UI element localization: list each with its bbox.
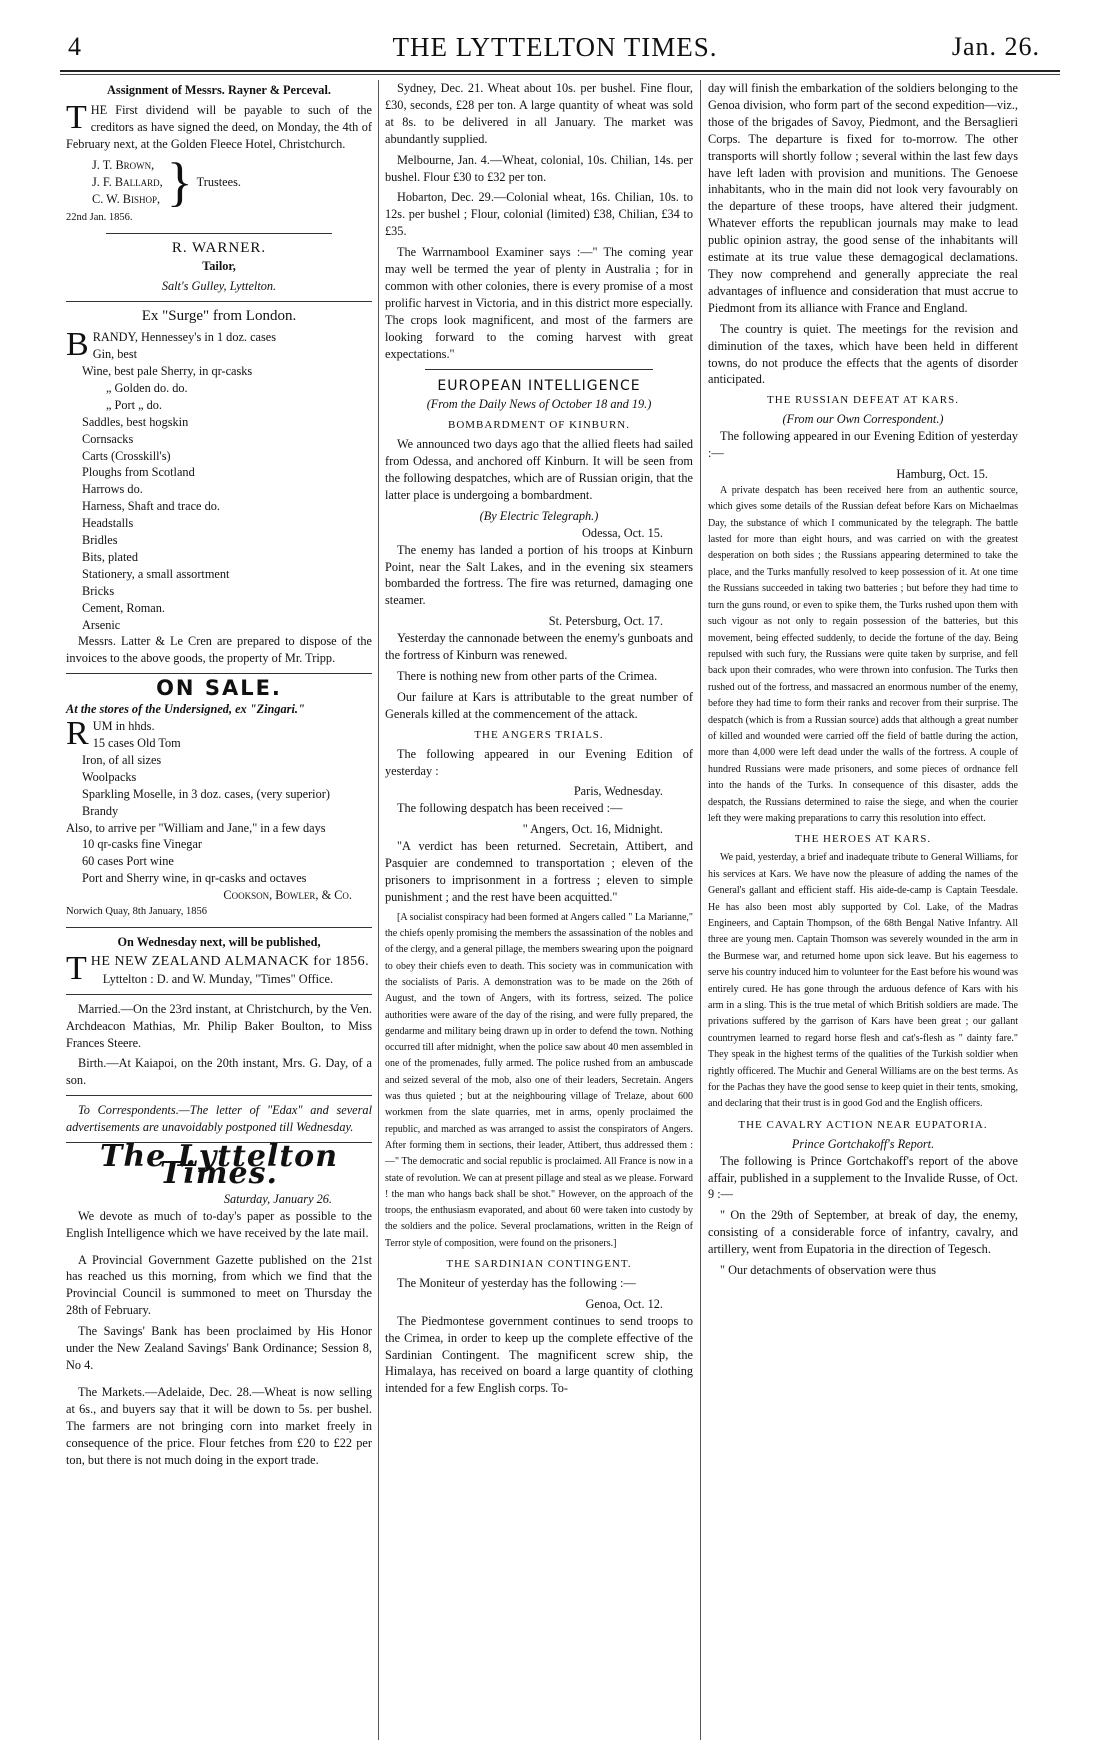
column-divider xyxy=(378,80,379,1740)
almanack-heading: On Wednesday next, will be published, xyxy=(117,934,321,949)
heroes-heading: THE HEROES AT KARS. xyxy=(794,833,932,846)
birth-notice: Birth.—At Kaiapoi, on the 20th instant, Mrs. G. Day, of a son. xyxy=(66,1056,372,1088)
kinburn-paragraph: Yesterday the cannonade between the enemy's gunboats and the fortress of Kinburn was renewed. xyxy=(385,631,693,663)
list-item: Gin, best xyxy=(92,347,138,362)
trustees-label: Trustees. xyxy=(196,174,241,189)
kinburn-paragraph: The enemy has landed a portion of his troops at Kinburn Point, near the Salt Lakes, and in the evening six steamers bombarded the fortress. The fire was returned, damaging one steamer. xyxy=(385,542,693,608)
kars-paragraph: A private despatch has been received here from an authentic source, which gives some details of the Russian defeat before Kars on Michaelmas Day, the substance of which I communicated by the telegraph. The battle lasted for more than eight hours, and was carried on with the greatest desperation on both sides ; the Russians appearing determined to take the place, and the Turks manfully resolved to keep possession of it. At one time the Russians succeeded in taking two batteries ; but before they had time to turn the guns round, or even to spike them, the Turks rushed upon them with such vigour as not only to regain possession of the batteries, but this movement, being effected suddenly, to decide the fortune of the day. Being repulsed with such fury, the Russians were quite taken by surprise, and fell back upon their comrades, who were thrown into confusion. The Turks then rushed out of the fortress, and massacred an enormous number of the enemy, before they had time to form their ranks and recover from their surprise. The despatch (which is from a Russian source) adds that although a great number of killed and wounded were carried off the field of battle during the action, more than 4,000 were left dead under the walls of the fortress. A couple of hundred Russians were made prisoners, and some pieces of ordnance fell into the hands of the Turks. In consequence of this disaster, adds the despatch, the Russians determined to raise the siege, and when the courier left they were making preparations to carry this resolution into effect. xyxy=(708,484,1018,824)
savings-paragraph: The Savings' Bank has been proclaimed by His Honor under the New Zealand Savings' Bank Ordinance; Session 8, No 4. xyxy=(66,1324,372,1372)
sardinian-continued: The country is quiet. The meetings for the revision and diminution of the taxes, which have been held in different towns, do not produce the effects that the agents of disorder anticipated. xyxy=(708,321,1018,387)
hobarton-market: Hobarton, Dec. 29.—Colonial wheat, 16s. Chilian, 10s. to 12s. per bushel ; Flour, colonial (limited) £38, Chilian, £34 to £35. xyxy=(385,190,693,239)
list-item: Arsenic xyxy=(82,617,121,632)
sardinian-paragraph: The Moniteur of yesterday has the following :— xyxy=(397,1275,636,1290)
kars-paragraph: The following appeared in our Evening Edition of yesterday :— xyxy=(708,429,1018,461)
list-item: Bridles xyxy=(82,533,118,548)
warner-trade: Tailor, xyxy=(202,259,236,274)
page-number: 4 xyxy=(68,32,81,61)
editorial-lead: We devote as much of to-day's paper as possible to the English Intelligence which we have received by the late mail. xyxy=(66,1208,372,1240)
issue-date: Jan. 26. xyxy=(951,32,1040,61)
surge-closing: Messrs. Latter & Le Cren are prepared to dispose of the invoices to the above goods, the property of Mr. Tripp. xyxy=(66,634,372,666)
list-item: Also, to arrive per "William and Jane," in a few days xyxy=(66,820,326,835)
telegraph-label: (By Electric Telegraph.) xyxy=(479,508,599,523)
list-item: Bits, plated xyxy=(82,549,139,564)
sardinian-heading: THE SARDINIAN CONTINGENT. xyxy=(446,1258,632,1271)
list-item: Carts (Crosskill's) xyxy=(82,448,171,463)
list-item: Stationery, a small assortment xyxy=(82,566,230,581)
list-item: Woolpacks xyxy=(82,769,137,784)
kinburn-paragraph: Our failure at Kars is attributable to the great number of Generals killed at the commencement of the attack. xyxy=(385,689,693,721)
list-item: Sparkling Moselle, in 3 doz. cases, (very superior) xyxy=(82,786,330,801)
kinburn-paragraph: There is nothing new from other parts of the Crimea. xyxy=(397,669,658,683)
masthead xyxy=(40,26,1070,66)
warner-address: Salt's Gulley, Lyttelton. xyxy=(161,279,277,294)
list-item: Ploughs from Scotland xyxy=(82,465,195,480)
warner-name: R. WARNER. xyxy=(171,239,267,256)
list-item: Headstalls xyxy=(82,516,134,531)
surge-goods-list xyxy=(66,346,372,633)
hamburg-dateline: Hamburg, Oct. 15. xyxy=(896,466,988,481)
angers-paragraph: [A socialist conspiracy had been formed at Angers called " La Marianne," the chiefs openly promising the members the assassination of the nobles and of the clergy, and a general pillage, the members swearing upon the poignard to obey their chiefs even to death. This society was in communication with the socialists of Paris. A demonstration was to be made on the 26th of August, and the town of Angers, with its fortress, seized. The police authorities were aware of the day of the rising, and were fully prepared, the gendarme and military being drawn up in order to defend the town. Nothing occurred till after midnight, when the police saw about 40 men assembled in one of the promenades, fully armed. The police rushed from an ambuscade and seized several of the mob, also one of their leaders, Secretain. Angers was thus quieted ; but at the neighbouring village of Trelaze, about 600 workmen from the slate quarries, met in arms, openly proclaimed the republic, and marched as was arranged to assist the conspirators of Angers. After forming them in sections, their leader, Attibert, thus addressed them :—" The democratic and social republic is proclaimed. All France is now in a state of revolution. We can at present pillage and steal as we please. Forward ! the man who hangs back shall be shot." However, on the approach of the troops, the enthusiasm evaporated, and about 60 were taken into custody by the soldiers and the police. Several proclamations, written in the Reign of Terror style of composition, were found on the prisoners.] xyxy=(385,911,693,1249)
list-item: 10 qr-casks fine Vinegar xyxy=(82,837,203,852)
melbourne-market: Melbourne, Jan. 4.—Wheat, colonial, 10s. Chilian, 14s. per bushel. Flour £30 to £32 per ton. xyxy=(385,152,693,184)
european-intelligence-heading: EUROPEAN INTELLIGENCE xyxy=(437,377,641,394)
odessa-dateline: Odessa, Oct. 15. xyxy=(582,525,663,540)
column-2 xyxy=(385,80,693,1401)
list-item: „ Port „ do. xyxy=(106,397,163,412)
sardinian-continued: day will finish the embarkation of the soldiers belonging to the Genoa division, who form part of the second expedition—viz., those of the brigades of Savoy, Piedmont, and the Bersaglieri Corps. The departure is fixed for to-morrow. The other transports will shortly follow ; several within the last few days have left laden with provision and munitions. The Genoese inhabitants, who in the main did not look very favourably on the departure of these troops, have altered their judgment. Whatever efforts the republican journals may make to lead public opinion astray, the good sense of the inhabitants will estimate at its true value these demagogical declamations. They now comprehend and generally appreciate the real advantages of influence and consideration that must accrue to Piedmont from its alliance with France and England. xyxy=(708,81,1018,315)
trustee-name: J. F. Ballard, xyxy=(92,174,163,189)
masthead-rule xyxy=(60,70,1060,72)
warrnambool-quote: The Warrnambool Examiner says :—" The coming year may well be termed the year of plenty in Australia ; for in common with other colonies, there is every promise of a most prolific harvest in Victoria, and in this district more especially. The crops look magnificent, and most of the farmers are looking forward to the coming harvest with great expectations." xyxy=(385,245,693,361)
assignment-notice: THE First dividend will be payable to such of the creditors as have signed the deed, on Monday, the 4th of February next, at the Golden Fleece Hotel, Christchurch. xyxy=(66,98,372,151)
paris-dateline: Paris, Wednesday. xyxy=(573,784,663,799)
surge-first-line: BRANDY, Hennessey's in 1 doz. cases xyxy=(66,326,277,364)
angers-paragraph: "A verdict has been returned. Secretain, Attibert, and Pasquier are condemned to transportation ; eleven of the prisoners to imprisonment in a fortress ; eleven to simple punishment ; and the rest have been acquitted." xyxy=(385,839,693,904)
angers-paragraph: The following despatch has been received :— xyxy=(397,801,623,816)
column-3 xyxy=(708,80,1018,1283)
paper-masthead-title: THE LYTTELTON TIMES. xyxy=(392,32,718,62)
sardinian-paragraph: The Piedmontese government continues to send troops to the Crimea, in order to keep up the complete effective of the Sardinian Contingent. The magnificent screw ship, the Himalaya, has received on board a large quantity of clothing intended for a few English corps. To- xyxy=(385,1313,693,1396)
almanack-notice: THE NEW ZEALAND ALMANACK for 1856. xyxy=(66,949,370,987)
trustee-name: C. W. Bishop, xyxy=(92,191,161,206)
angers-dateline: " Angers, Oct. 16, Midnight. xyxy=(522,822,663,837)
list-item: Harness, Shaft and trace do. xyxy=(82,499,220,514)
cavalry-paragraph: " Our detachments of observation were thus xyxy=(720,1263,937,1278)
cavalry-paragraph: " On the 29th of September, at break of day, the enemy, consisting of a considerable force of infantry, cavalry, and artillery, went from Eupatoria in the direction of Tegesch. xyxy=(708,1208,1018,1257)
column-1 xyxy=(66,80,372,1472)
kars-subheading: (From our Own Correspondent.) xyxy=(782,412,944,427)
list-item: 60 cases Port wine xyxy=(82,854,174,869)
on-sale-goods-list xyxy=(66,735,372,887)
kars-heading: THE RUSSIAN DEFEAT AT KARS. xyxy=(767,394,959,407)
masthead-rule-thin xyxy=(60,74,1060,75)
list-item: Wine, best pale Sherry, in qr-casks xyxy=(82,363,253,378)
stpetersburg-dateline: St. Petersburg, Oct. 17. xyxy=(548,614,663,629)
gazette-paragraph: A Provincial Government Gazette published on the 21st has reached us this morning, from which we find that the Provincial Council is summoned to meet on Thursday the 28th of February. xyxy=(66,1252,372,1318)
list-item: Cornsacks xyxy=(82,431,134,446)
list-item: Brandy xyxy=(82,803,119,818)
cavalry-subheading: Prince Gortchakoff's Report. xyxy=(791,1136,935,1151)
cavalry-heading: THE CAVALRY ACTION NEAR EUPATORIA. xyxy=(738,1118,988,1131)
editorial-dateline: Saturday, January 26. xyxy=(223,1191,332,1206)
trustees-block: J. T. Brown, J. F. Ballard, C. W. Bishop, } Trustees. xyxy=(92,152,241,213)
surge-heading: Ex "Surge" from London. xyxy=(141,308,297,325)
genoa-dateline: Genoa, Oct. 12. xyxy=(585,1296,663,1311)
on-sale-first-line: RUM in hhds. xyxy=(66,715,155,753)
married-notice: Married.—On the 23rd instant, at Christchurch, by the Ven. Archdeacon Mathias, Mr. Philip Baker Boulton, to Miss Frances Steere. xyxy=(66,1001,372,1050)
assignment-heading: Assignment of Messrs. Rayner & Perceval. xyxy=(107,83,331,97)
heroes-paragraph: We paid, yesterday, a brief and inadequate tribute to General Williams, for his services at Kars. We have now the pleasure of adding the names of the General's gallant and efficient staff. His aide-de-camp is Captain Teesdale. He has also been most ably supported by Col. Lake, of the Madras Engineers, and Captain Thompson, of the 68th Bengal Native Infantry. All three are young men. Captain Thomson was severely wounded in the arm in the Burmese war, and returned home upon sick leave. But his eagerness to serve his country induced him to volunteer for the East before his wound was entirely cured. He has gone through the arduous defence of Kars with his arm in a sling. This is the true metal of which British soldiers are made. The privations suffered by the garrison of Kars have been great ; our gallant countrymen learned to regard horse flesh and cat's-flesh as " dainty fare." They speak in the highest terms of the qualities of the Turkish soldier when rightly officered. The Muchir and General Williams are on the best terms. As for the Pachas they have the good sense to keep quiet in their tents, smoking, and declaring that their trust is in good God and the English officers. xyxy=(708,852,1018,1110)
editorial-title: The Lyttelton Times. xyxy=(100,1139,338,1191)
almanack-place: Lyttelton : D. and W. Munday, "Times" Office. xyxy=(102,971,334,986)
on-sale-signature: Cookson, Bowler, & Co. xyxy=(223,888,352,903)
on-sale-date: Norwich Quay, 8th January, 1856 xyxy=(66,906,207,918)
on-sale-subheading: At the stores of the Undersigned, ex "Zingari." xyxy=(66,702,305,717)
sydney-market: Sydney, Dec. 21. Wheat about 10s. per bushel. Fine flour, £30, seconds, £28 per ton. A large quantity of wheat was sold at 8s. to be delivered in all January. The market was abundantly supplied. xyxy=(385,81,693,146)
column-divider xyxy=(700,80,701,1740)
correspondents-notice: To Correspondents.—The letter of "Edax" and several advertisements are unavoidably postponed till Wednesday. xyxy=(66,1103,372,1135)
kinburn-heading: BOMBARDMENT OF KINBURN. xyxy=(447,419,630,432)
list-item: „ Golden do. do. xyxy=(106,380,188,395)
trustee-name: J. T. Brown, xyxy=(92,157,155,172)
list-item: Saddles, best hogskin xyxy=(82,414,189,429)
list-item: Bricks xyxy=(82,583,115,598)
angers-paragraph: The following appeared in our Evening Edition of yesterday : xyxy=(385,746,693,778)
list-item: Cement, Roman. xyxy=(82,600,165,615)
on-sale-heading: ON SALE. xyxy=(156,676,282,701)
assignment-date: 22nd Jan. 1856. xyxy=(66,211,133,223)
list-item: Harrows do. xyxy=(82,482,143,497)
list-item: Port and Sherry wine, in qr-casks and octaves xyxy=(82,871,307,886)
cavalry-paragraph: The following is Prince Gortchakoff's report of the above affair, published in a supplement to the Invalide Russe, of Oct. 9 :— xyxy=(708,1153,1018,1202)
angers-heading: THE ANGERS TRIALS. xyxy=(474,728,604,741)
kinburn-paragraph: We announced two days ago that the allied fleets had sailed from Odessa, and anchored off Kinburn. It will be seen from the following despatches, which are of Russian origin, that the latter place is undergoing a bombardment. xyxy=(385,437,693,502)
list-item: Iron, of all sizes xyxy=(82,752,162,767)
european-intelligence-source: (From the Daily News of October 18 and 19.) xyxy=(426,397,652,412)
markets-paragraph: The Markets.—Adelaide, Dec. 28.—Wheat is now selling at 6s., and buyers say that it will be down to 5s. per bushel. The farmers are not bringing corn into market freely in consequence of the price. Flour fetches from £20 to £22 per ton, but there is not much doing in the export trade. xyxy=(66,1384,372,1467)
list-item: 15 cases Old Tom xyxy=(92,736,181,750)
